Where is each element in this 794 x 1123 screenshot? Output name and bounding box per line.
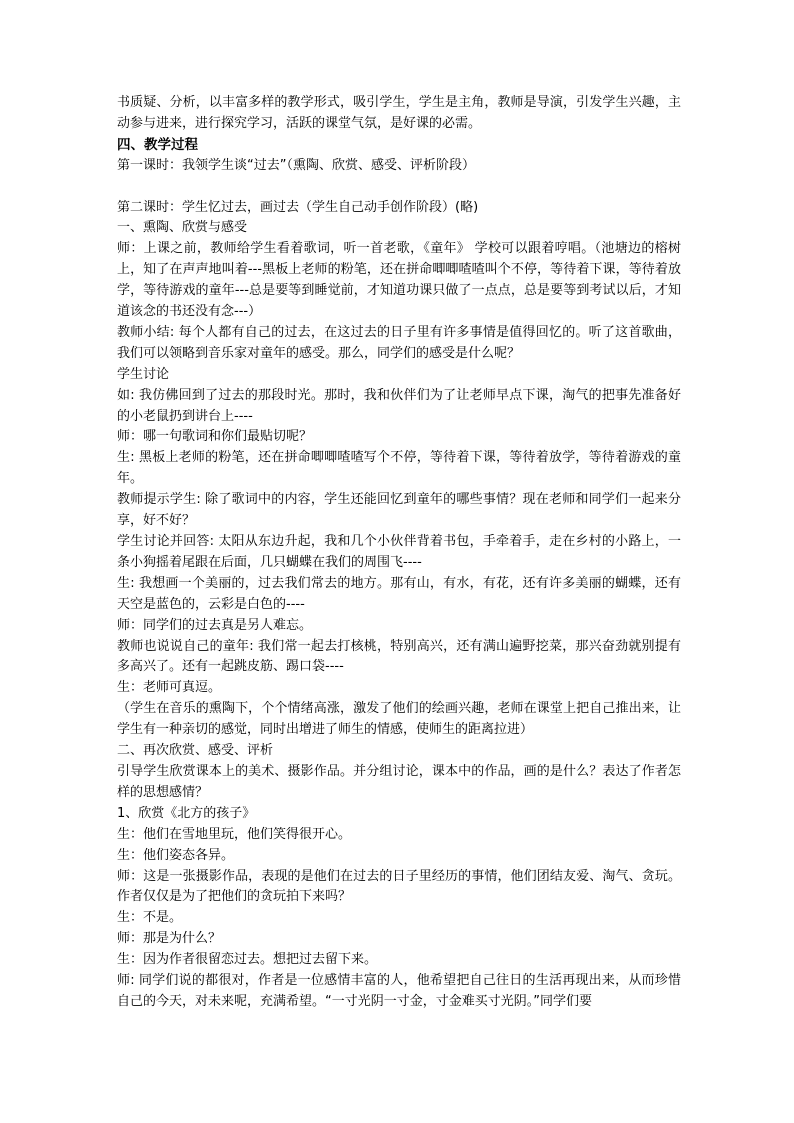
paragraph: 师: 同学们说的都很对，作者是一位感情丰富的人，他希望把自己往日的生活再现出来，从而珍惜自己的今天，对未来呢，充满希望。“一寸光阴一寸金，寸金难买寸光阴。”同学们要 xyxy=(117,973,681,1009)
section-heading: 四、教学过程 xyxy=(117,136,198,153)
paragraph: 生: 黑板上老师的粉笔，还在拼命唧唧喳喳写个不停，等待着下课，等待着放学，等待着游戏的童年。 xyxy=(117,450,681,487)
paragraph: 学生讨论并回答: 太阳从东边升起，我和几个小伙伴背着书包，手牵着手，走在乡村的小路上，一条小狗摇着尾跟在后面，几只蝴蝶在我们的周围飞---- xyxy=(117,534,681,570)
paragraph: 引导学生欣赏课本上的美术、摄影作品。并分组讨论，课本中的作品，画的是什么？表达了作者怎样的思想感情？ xyxy=(117,763,681,800)
paragraph: 1、欣赏《北方的孩子》 xyxy=(117,805,256,821)
blank-line xyxy=(117,177,681,198)
paragraph: 生：他们姿态各异。 xyxy=(117,847,235,863)
paragraph: 生：他们在雪地里玩，他们笑得很开心。 xyxy=(117,826,352,842)
paragraph: 师：上课之前，教师给学生看着歌词，听一首老歌，《童年》 学校可以跟着哼唱。（池塘边的榕树上，知了在声声地叫着---黑板上老师的粉笔，还在拼命唧唧喳喳叫个不停，等待着下课，等待着放学，等待游戏的童年---总是要等到睡觉前，才知道功课只做了一点点，总是要等到考试以后，才知道该念的书还没有念---） xyxy=(117,241,681,320)
paragraph: 书质疑、分析，以丰富多样的教学形式，吸引学生，学生是主角，教师是导演，引发学生兴趣，主动参与进来，进行探究学习，活跃的课堂气氛，是好课的必需。 xyxy=(117,95,681,131)
paragraph: 生：不是。 xyxy=(117,910,183,926)
paragraph: 生：因为作者很留恋过去。想把过去留下来。 xyxy=(117,952,378,968)
paragraph: 教师小结: 每个人都有自己的过去，在这过去的日子里有许多事情是值得回忆的。听了这首歌曲，我们可以领略到音乐家对童年的感受。那么，同学们的感受是什么呢？ xyxy=(117,324,681,361)
paragraph: 学生讨论 xyxy=(117,366,170,382)
paragraph: 师：同学们的过去真是另人难忘。 xyxy=(117,617,313,633)
paragraph: 教师提示学生: 除了歌词中的内容，学生还能回忆到童年的哪些事情？现在老师和同学们一起来分享，好不好？ xyxy=(117,492,681,529)
paragraph: 师：那是为什么？ xyxy=(117,931,222,947)
paragraph: 第二课时：学生忆过去，画过去（学生自己动手创作阶段）(略) xyxy=(117,199,479,215)
paragraph: 二、再次欣赏、感受、评析 xyxy=(117,743,274,759)
paragraph: 师：这是一张摄影作品，表现的是他们在过去的日子里经历的事情，他们团结友爱、淘气、贪玩。作者仅仅是为了把他们的贪玩拍下来吗？ xyxy=(117,868,681,905)
paragraph: 生: 我想画一个美丽的，过去我们常去的地方。那有山，有水，有花，还有许多美丽的蝴蝶，还有天空是蓝色的，云彩是白色的---- xyxy=(117,575,681,612)
document-page xyxy=(117,93,681,1013)
paragraph: 第一课时：我领学生谈“过去”（熏陶、欣赏、感受、评析阶段） xyxy=(117,157,475,173)
paragraph: （学生在音乐的熏陶下，个个情绪高涨，激发了他们的绘画兴趣，老师在课堂上把自己推出来，让学生有一种亲切的感觉，同时出增进了师生的情感，使师生的距离拉进） xyxy=(117,701,681,738)
paragraph: 一、熏陶、欣赏与感受 xyxy=(117,220,248,236)
paragraph: 教师也说说自己的童年: 我们常一起去打核桃，特别高兴，还有满山遍野挖菜，那兴奋劲就别提有多高兴了。还有一起跳皮筋、踢口袋---- xyxy=(117,638,681,675)
paragraph: 如: 我仿佛回到了过去的那段时光。那时，我和伙伴们为了让老师早点下课，淘气的把事先准备好的小老鼠扔到讲台上---- xyxy=(117,387,681,424)
paragraph: 师：哪一句歌词和你们最贴切呢？ xyxy=(117,429,313,445)
paragraph: 生：老师可真逗。 xyxy=(117,680,222,696)
